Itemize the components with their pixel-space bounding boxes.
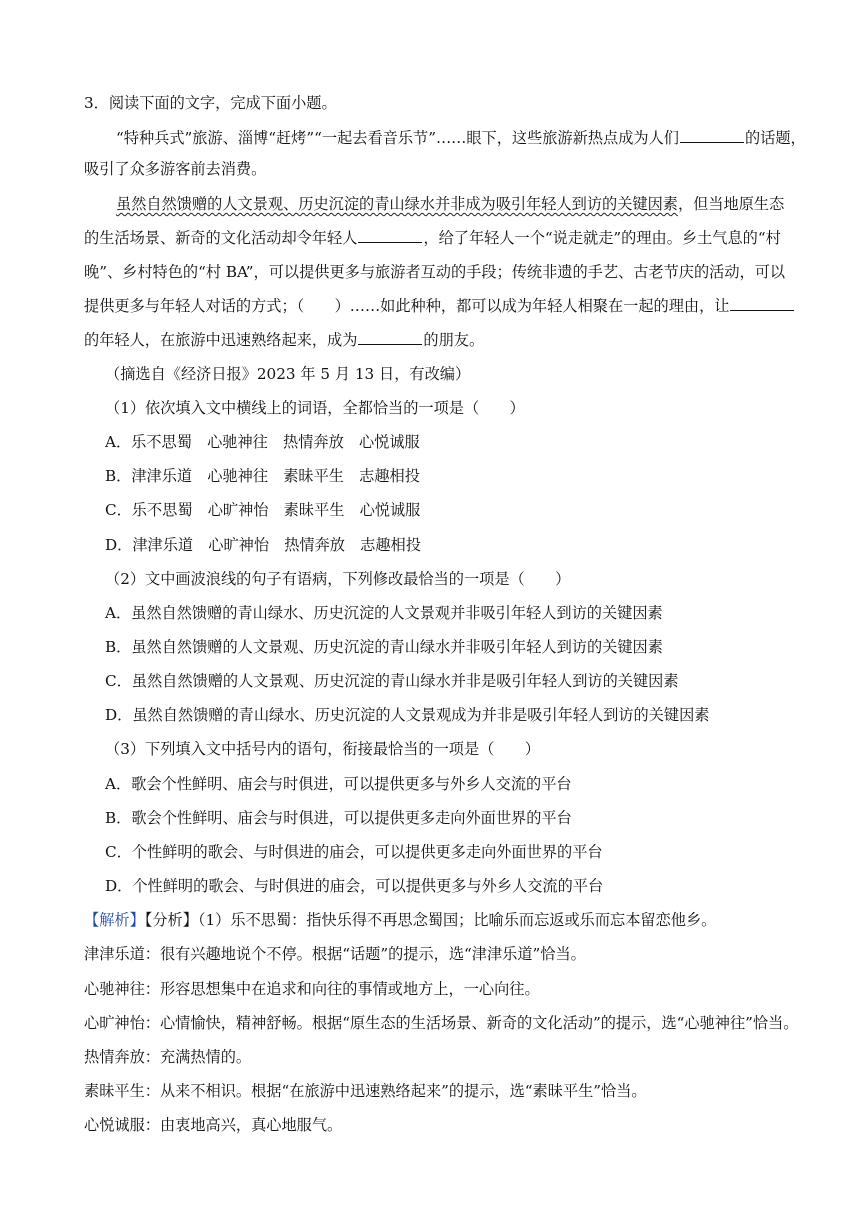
analysis-line: 心悦诚服：由衷地高兴，真心地服气。 (84, 1116, 343, 1134)
passage-line: 晚”、乡村特色的“村 BA”，可以提供更多与旅游者互动的手段；传统非遗的手艺、古老节庆的活动，可以 (84, 263, 786, 281)
analysis-line: 热情奔放：充满热情的。 (84, 1048, 252, 1066)
passage-line: 吸引了众多游客前去消费。 (84, 160, 267, 178)
passage-text: 的朋友。 (423, 331, 485, 349)
sub2-option-c: C．虽然自然馈赠的人文景观、历史沉淀的青山绿水并非是吸引年轻人到访的关键因素 (105, 672, 679, 690)
analysis-first-line (84, 910, 816, 930)
fill-blank (358, 228, 422, 243)
sub3-option-c: C．个性鲜明的歌会、与时俱进的庙会，可以提供更多走向外面世界的平台 (105, 843, 603, 861)
sub3-option-b: B．歌会个性鲜明、庙会与时俱进，可以提供更多走向外面世界的平台 (105, 809, 572, 827)
sub3-stem: （3）下列填入文中括号内的语句，衔接最恰当的一项是（ ） (105, 740, 540, 758)
passage-text: 提供更多与年轻人对话的方式；（ ）……如此种种，都可以成为年轻人相聚在一起的理由，让 (84, 297, 730, 315)
analysis-tag: 【解析】 (84, 911, 145, 929)
sub3-option-a: A．歌会个性鲜明、庙会与时俱进，可以提供更多与外乡人交流的平台 (105, 775, 572, 793)
sub1-option-b: B．津津乐道 心驰神往 素昧平生 志趣相投 (105, 467, 420, 485)
sub2-option-b: B．虽然自然馈赠的人文景观、历史沉淀的青山绿水并非吸引年轻人到访的关键因素 (105, 638, 663, 656)
sub1-stem: （1）依次填入文中横线上的词语，全都恰当的一项是（ ） (105, 399, 525, 417)
wavy-underlined-sentence: 虽然自然馈赠的人文景观、历史沉淀的青山绿水并非成为吸引年轻人到访的关键因素 (116, 195, 678, 213)
source-note: （摘选自《经济日报》2023 年 5 月 13 日，有改编） (105, 365, 471, 383)
fill-blank (358, 330, 422, 345)
sub3-option-d: D．个性鲜明的歌会、与时俱进的庙会，可以提供更多与外乡人交流的平台 (105, 877, 604, 895)
passage-text: “特种兵式”旅游、淄博“赶烤”“一起去看音乐节”……眼下，这些旅游新热点成为人们 (116, 129, 679, 147)
passage-text: 的年轻人，在旅游中迅速熟络起来，成为 (84, 331, 358, 349)
fill-blank (730, 296, 794, 311)
question-heading: 3．阅读下面的文字，完成下面小题。 (84, 94, 337, 112)
passage-line (84, 330, 816, 350)
fill-blank (680, 128, 744, 143)
passage-line (116, 128, 816, 148)
passage-text: 的话题， (744, 129, 806, 147)
sub2-option-a: A．虽然自然馈赠的青山绿水、历史沉淀的人文景观并非吸引年轻人到访的关键因素 (105, 604, 663, 622)
passage-text: ，但当地原生态 (677, 195, 785, 213)
sub1-option-c: C．乐不思蜀 心旷神怡 素昧平生 心悦诚服 (105, 501, 421, 519)
analysis-line: 素昧平生：从来不相识。根据“在旅游中迅速熟络起来”的提示，选“素昧平生”恰当。 (84, 1082, 647, 1100)
passage-text: 的生活场景、新奇的文化活动却令年轻人 (84, 229, 358, 247)
analysis-line: 心驰神往：形容思想集中在追求和向往的事情或地方上，一心向往。 (84, 980, 540, 998)
analysis-text: 【分析】（1）乐不思蜀：指快乐得不再思念蜀国；比喻乐而忘返或乐而忘本留恋他乡。 (144, 911, 717, 929)
analysis-line: 津津乐道：很有兴趣地说个不停。根据“话题”的提示，选“津津乐道”恰当。 (84, 945, 586, 963)
sub1-option-a: A．乐不思蜀 心驰神往 热情奔放 心悦诚服 (105, 433, 420, 451)
passage-line (84, 296, 816, 316)
passage-line (116, 194, 816, 214)
passage-text: ，给了年轻人一个“说走就走”的理由。乡土气息的“村 (423, 229, 781, 247)
passage-line (84, 228, 816, 248)
sub2-option-d: D．虽然自然馈赠的青山绿水、历史沉淀的人文景观成为并非是吸引年轻人到访的关键因素 (105, 706, 710, 724)
sub2-stem: （2）文中画波浪线的句子有语病，下列修改最恰当的一项是（ ） (105, 570, 571, 588)
sub1-option-d: D．津津乐道 心旷神怡 热情奔放 志趣相投 (105, 536, 421, 554)
analysis-line: 心旷神怡：心情愉快，精神舒畅。根据“原生态的生活场景、新奇的文化活动”的提示，选“心驰神往”恰当。 (84, 1014, 799, 1032)
